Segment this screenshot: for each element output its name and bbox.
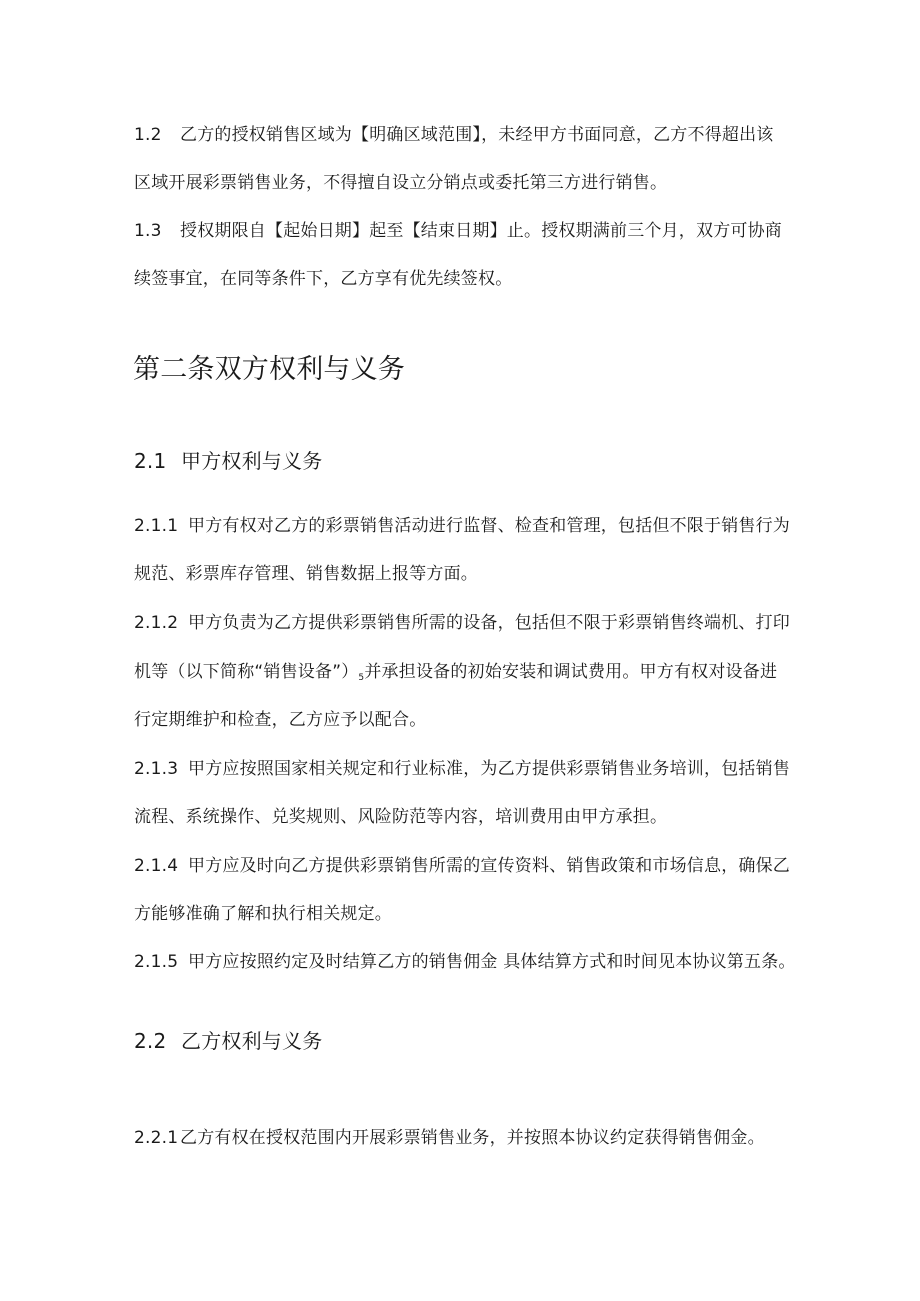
clause-2-1-2-line-3: 行定期维护和检查，乙方应予以配合。	[134, 710, 427, 730]
section-number: 2.1	[134, 449, 167, 473]
clause-text: 甲方应按照约定及时结算乙方的销售佣金 具体结算方式和时间见本协议第五条。	[188, 952, 796, 972]
clause-number: 1.2	[134, 125, 162, 145]
clause-number: 2.1.3	[134, 759, 179, 779]
section-number: 2.2	[134, 1029, 167, 1053]
clause-2-2-1-line-1	[134, 1127, 765, 1149]
clause-text: 乙方有权在授权范围内开展彩票销售业务，并按照本协议约定获得销售佣金。	[180, 1128, 765, 1148]
section-2-1-heading	[134, 448, 322, 474]
clause-2-1-1-line-2: 规范、彩票库存管理、销售数据上报等方面。	[134, 564, 478, 584]
clause-text: 甲方负责为乙方提供彩票销售所需的设备，包括但不限于彩票销售终端机、打印	[188, 613, 790, 633]
section-2-2-heading	[134, 1028, 322, 1054]
clause-number: 2.1.4	[134, 856, 179, 876]
clause-text-part: 并承担设备的初始安装和调试费用。甲方有权对设备进	[364, 662, 778, 682]
section-title: 甲方权利与义务	[181, 449, 323, 473]
clause-text-part: 机等（以下简称“销售设备”）	[134, 662, 359, 682]
clause-number: 2.2.1	[134, 1128, 179, 1148]
clause-number: 1.3	[134, 221, 162, 241]
clause-1-3-line-1	[134, 220, 782, 242]
stray-subscript: 5	[358, 673, 365, 683]
clause-number: 2.1.5	[134, 952, 179, 972]
clause-text: 甲方应按照国家相关规定和行业标准，为乙方提供彩票销售业务培训，包括销售	[188, 759, 790, 779]
section-title: 乙方权利与义务	[181, 1029, 323, 1053]
clause-2-1-3-line-2: 流程、系统操作、兑奖规则、风险防范等内容，培训费用由甲方承担。	[134, 807, 668, 827]
clause-text: 授权期限自【起始日期】起至【结束日期】止。授权期满前三个月，双方可协商	[180, 221, 782, 241]
clause-2-1-4-line-2: 方能够准确了解和执行相关规定。	[134, 904, 392, 924]
clause-number: 2.1.2	[134, 613, 179, 633]
clause-number: 2.1.1	[134, 516, 179, 536]
article-2-heading: 第二条双方权利与义务	[133, 354, 405, 385]
clause-2-1-3-line-1	[134, 758, 790, 780]
clause-1-3-line-2: 续签事宜，在同等条件下，乙方享有优先续签权。	[134, 269, 513, 289]
clause-2-1-4-line-1	[134, 855, 790, 877]
clause-text: 乙方的授权销售区域为【明确区域范围】，未经甲方书面同意，乙方不得超出该	[180, 125, 774, 145]
clause-2-1-1-line-1	[134, 515, 790, 537]
clause-2-1-2-line-1	[134, 612, 790, 634]
clause-2-1-5-line-1	[134, 951, 796, 973]
clause-text: 甲方应及时向乙方提供彩票销售所需的宣传资料、销售政策和市场信息，确保乙	[188, 856, 790, 876]
clause-1-2-line-2: 区域开展彩票销售业务，不得擅自设立分销点或委托第三方进行销售。	[134, 173, 668, 193]
clause-text: 甲方有权对乙方的彩票销售活动进行监督、检查和管理，包括但不限于销售行为	[188, 516, 790, 536]
clause-1-2-line-1	[134, 124, 774, 146]
clause-2-1-2-line-2	[134, 661, 777, 689]
